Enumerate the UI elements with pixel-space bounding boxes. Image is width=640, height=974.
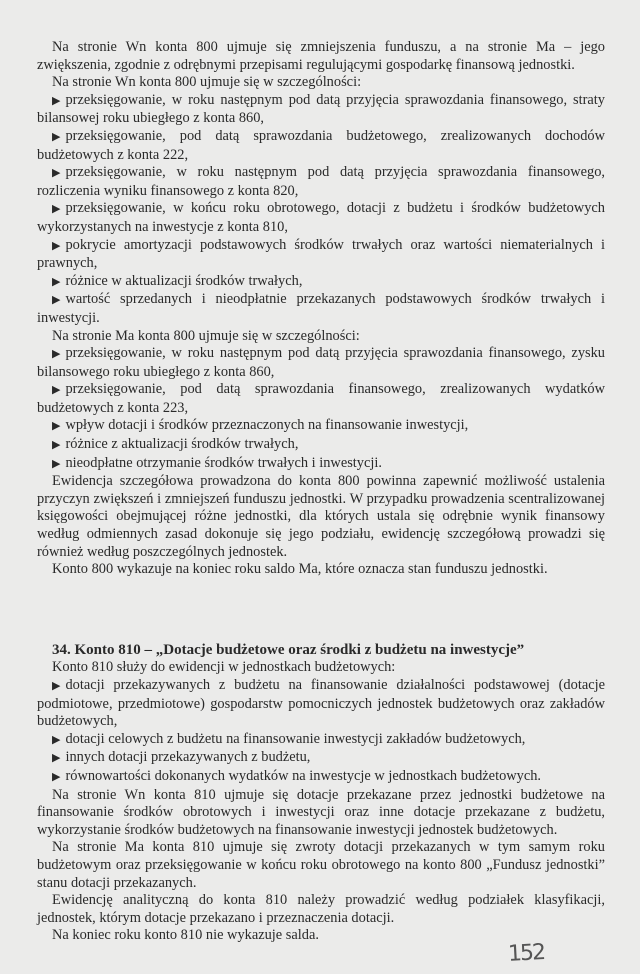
- bullet-triangle-icon: ▶: [52, 680, 61, 692]
- list-item: ▶ różnice w aktualizacji środków trwałych,: [37, 273, 605, 292]
- handwritten-page-number: 152: [507, 940, 545, 967]
- paragraph-810-wn: Na stronie Wn konta 810 ujmuje się dotacje przekazane przez jednostki budżetowe na finansowanie środków obrotowych i inwestycji oraz inne dotacje przekazane z budżetu, wykorzystanie środków budżetowych na finansowanie inwestycji jednostek budżetowych.: [37, 786, 605, 838]
- bullet-triangle-icon: ▶: [52, 94, 61, 107]
- bullet-triangle-icon: ▶: [52, 294, 61, 307]
- bullet-triangle-icon: ▶: [52, 384, 61, 397]
- bullet-triangle-icon: ▶: [52, 752, 61, 765]
- section-heading-810: 34. Konto 810 – „Dotacje budżetowe oraz środki z budżetu na inwestycje”: [52, 641, 525, 658]
- bullet-triangle-icon: ▶: [52, 239, 61, 252]
- list-item: ▶ przeksięgowanie, pod datą sprawozdania finansowego, zrealizowanych wydatków budżetowych z konta 223,: [37, 381, 605, 416]
- list-item: ▶ równowartości dokonanych wydatków na inwestycje w jednostkach budżetowych.: [37, 768, 605, 787]
- bullet-triangle-icon: ▶: [52, 733, 61, 746]
- paragraph-800-ewidencja: Ewidencja szczegółowa prowadzona do konta 800 powinna zapewnić możliwość ustalenia przyczyn zwiększeń i zmniejszeń funduszu jednostki. W przypadku prowadzenia scentralizowanej księgowości obejmującej różne jednostki, dla których ustala się odrębnie wynik finansowy według odmiennych zasad dokonuje się jego podziału, ewidencję szczegółową prowadzi się również według poszczególnych jednostek.: [37, 473, 605, 560]
- list-item: ▶ dotacji celowych z budżetu na finansowanie inwestycji zakładów budżetowych,: [37, 731, 605, 750]
- list-item: ▶ przeksięgowanie, w roku następnym pod datą przyjęcia sprawozdania finansowego, rozliczenia wyniku finansowego z konta 820,: [37, 164, 605, 199]
- bullet-triangle-icon: ▶: [52, 770, 61, 783]
- paragraph-800-ma-intro: Na stronie Ma konta 800 ujmuje się w szczególności:: [52, 327, 360, 344]
- list-item: ▶ innych dotacji przekazywanych z budżetu,: [37, 749, 605, 768]
- paragraph-800-intro: Na stronie Wn konta 800 ujmuje się zmniejszenia funduszu, a na stronie Ma – jego zwiększenia, zgodnie z odrębnymi przepisami regulującymi gospodarkę finansową jednostki.: [37, 39, 605, 73]
- paragraph-800-wn-intro: Na stronie Wn konta 800 ujmuje się w szczególności:: [52, 74, 362, 91]
- list-item: ▶ przeksięgowanie, w roku następnym pod datą przyjęcia sprawozdania finansowego, zysku bilansowego roku ubiegłego z konta 860,: [37, 345, 605, 380]
- bullet-triangle-icon: ▶: [52, 348, 61, 361]
- paragraph-810-analityczna: Ewidencję analityczną do konta 810 należy prowadzić według podziałek klasyfikacji, jednostek, którym dotacje przekazano i przeznaczenia dotacji.: [37, 892, 605, 926]
- list-item: ▶ pokrycie amortyzacji podstawowych środków trwałych oraz wartości niematerialnych i prawnych,: [37, 236, 605, 272]
- document-page: [37, 39, 605, 945]
- paragraph-810-saldo: Na koniec roku konto 810 nie wykazuje salda.: [52, 927, 319, 944]
- bullet-triangle-icon: ▶: [52, 130, 61, 143]
- list-item: ▶ przeksięgowanie, w roku następnym pod datą przyjęcia sprawozdania finansowego, straty bilansowej roku ubiegłego z konta 860,: [37, 91, 605, 127]
- bullet-triangle-icon: ▶: [52, 275, 61, 288]
- bullet-triangle-icon: ▶: [52, 439, 61, 452]
- list-item: ▶ różnice z aktualizacji środków trwałych,: [37, 436, 605, 455]
- list-item: ▶ przeksięgowanie, w końcu roku obrotowego, dotacji z budżetu i środków budżetowych wykorzystanych na inwestycje z konta 810,: [37, 200, 605, 235]
- paragraph-810-intro: Konto 810 służy do ewidencji w jednostkach budżetowych:: [52, 659, 396, 676]
- paragraph-810-ma: Na stronie Ma konta 810 ujmuje się zwroty dotacji przekazanych w tym samym roku budżetowym oraz przeksięgowanie w końcu roku obrotowego na konto 800 „Fundusz jednostki” stanu dotacji przekazanych.: [37, 839, 605, 891]
- list-item: ▶ nieodpłatne otrzymanie środków trwałych i inwestycji.: [37, 455, 605, 474]
- list-item: ▶ dotacji przekazywanych z budżetu na finansowanie działalności podstawowej (dotacje podmiotowe, przedmiotowe) gospodarstw pomocniczych jednostek budżetowych oraz zakładów budżetowych,: [37, 677, 605, 730]
- list-item: ▶ przeksięgowanie, pod datą sprawozdania budżetowego, zrealizowanych dochodów budżetowych z konta 222,: [37, 127, 605, 163]
- bullet-triangle-icon: ▶: [52, 167, 61, 180]
- bullet-triangle-icon: ▶: [52, 457, 61, 470]
- paragraph-800-saldo: Konto 800 wykazuje na koniec roku saldo Ma, które oznacza stan funduszu jednostki.: [52, 561, 548, 578]
- bullet-triangle-icon: ▶: [52, 203, 61, 216]
- list-item: ▶ wpływ dotacji i środków przeznaczonych na finansowanie inwestycji,: [37, 417, 605, 436]
- list-item: ▶ wartość sprzedanych i nieodpłatnie przekazanych podstawowych środków trwałych i inwestycji.: [37, 291, 605, 326]
- bullet-triangle-icon: ▶: [52, 420, 61, 433]
